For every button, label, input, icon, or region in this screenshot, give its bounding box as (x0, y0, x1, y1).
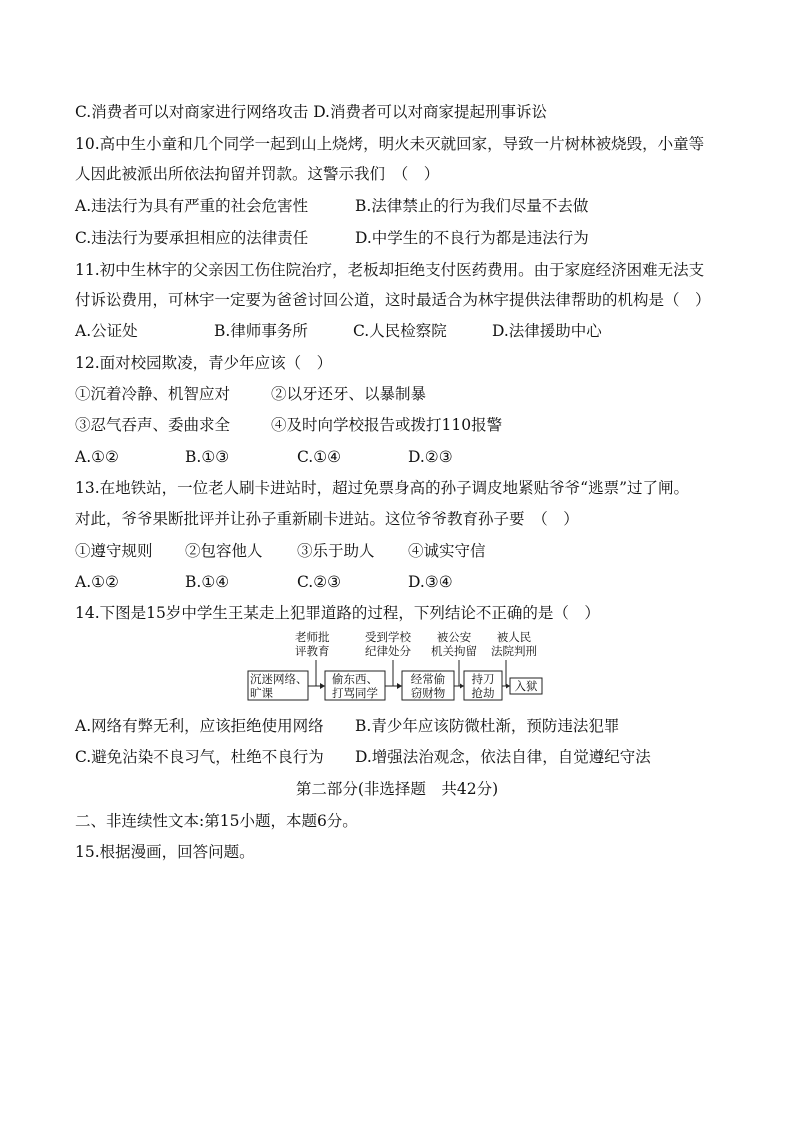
q11-stem-1: 11.初中生林宇的父亲因工伤住院治疗，老板却拒绝支付医药费用。由于家庭经济困难无法支 (75, 261, 705, 279)
option-a: A.网络有弊无利，应该拒绝使用网络 (75, 717, 324, 735)
item-4: ④及时向学校报告或拨打110报警 (271, 416, 503, 434)
option-c: C.人民检察院 (353, 322, 447, 340)
q10-stem-1: 10.高中生小童和几个同学一起到山上烧烤，明火未灭就回家，导致一片树林被烧毁，小童等 (75, 135, 705, 153)
label-line: 被人民 (496, 630, 532, 644)
item-3: ③忍气吞声、委曲求全 (75, 416, 231, 434)
box-line: 打骂同学 (332, 686, 378, 700)
box-line: 抢劫 (471, 686, 495, 700)
box-line: 沉迷网络、 (250, 672, 308, 686)
box-line: 旷课 (250, 686, 273, 700)
box-line: 持刀 (471, 672, 495, 686)
item-1: ①沉着冷静、机智应对 (75, 385, 231, 403)
q13-stem-2: 对此，爷爷果断批评并让孙子重新刷卡进站。这位爷爷教育孙子要 （ ） (75, 510, 579, 528)
option-d: D.法律援助中心 (492, 322, 602, 340)
label-court-sentence (491, 630, 537, 658)
box-prison: 入狱 (514, 679, 538, 693)
option-c: C.违法行为要承担相应的法律责任 (75, 229, 309, 247)
option-a: A.①② (75, 573, 119, 591)
option-a: A.违法行为具有严重的社会危害性 (75, 197, 309, 215)
q15-stem: 15.根据漫画，回答问题。 (75, 843, 255, 861)
option-b: B.①④ (185, 573, 230, 591)
option-c: C.①④ (297, 448, 342, 466)
q10-stem-2: 人因此被派出所依法拘留并罚款。这警示我们 （ ） (75, 165, 440, 183)
item-4: ④诚实守信 (408, 542, 486, 560)
q14-stem: 14.下图是15岁中学生王某走上犯罪道路的过程，下列结论不正确的是（ ） (75, 604, 600, 622)
label-line: 纪律处分 (365, 644, 411, 658)
option-c: C.消费者可以对商家进行网络攻击 (75, 103, 309, 121)
item-2: ②包容他人 (185, 542, 263, 560)
option-b: B.律师事务所 (214, 322, 308, 340)
section-two-heading: 二、非连续性文本:第15小题，本题6分。 (75, 812, 358, 830)
option-a: A.公证处 (75, 322, 138, 340)
box-line: 偷东西、 (332, 672, 378, 686)
option-d: D.③④ (408, 573, 453, 591)
option-a: A.①② (75, 448, 119, 466)
label-line: 法院判刑 (491, 644, 537, 658)
box-armed-robbery (465, 672, 501, 700)
box-internet-addiction (250, 672, 306, 700)
option-d: D.②③ (408, 448, 453, 466)
q13-stem-1: 13.在地铁站，一位老人刷卡进站时，超过免票身高的孙子调皮地紧贴爷爷“逃票”过了闸。 (75, 479, 690, 497)
label-line: 老师批 (295, 630, 330, 644)
label-police-detention (431, 630, 477, 658)
part-two-heading: 第二部分(非选择题 共42分) (295, 780, 499, 798)
item-3: ③乐于助人 (297, 542, 375, 560)
option-d: D.中学生的不良行为都是违法行为 (355, 229, 589, 247)
crime-path-flowchart (245, 630, 565, 704)
option-c: C.②③ (297, 573, 342, 591)
q9-options-cd (75, 102, 547, 122)
option-d: D.增强法治观念，依法自律，自觉遵纪守法 (355, 748, 651, 766)
option-d: D.消费者可以对商家提起刑事诉讼 (313, 103, 547, 121)
box-frequent-theft (403, 672, 453, 700)
option-c: C.避免沾染不良习气，杜绝不良行为 (75, 748, 324, 766)
option-b: B.①③ (185, 448, 230, 466)
label-line: 机关拘留 (431, 644, 477, 658)
box-line: 窃财物 (410, 686, 446, 700)
option-b: B.法律禁止的行为我们尽量不去做 (355, 197, 589, 215)
label-line: 受到学校 (365, 630, 411, 644)
q12-stem: 12.面对校园欺凌，青少年应该（ ） (75, 354, 333, 372)
q11-stem-2: 付诉讼费用，可林宇一定要为爸爸讨回公道，这时最适合为林宇提供法律帮助的机构是（ ） (75, 291, 711, 309)
option-b: B.青少年应该防微杜渐，预防违法犯罪 (355, 717, 620, 735)
item-1: ①遵守规则 (75, 542, 153, 560)
label-line: 被公安 (436, 630, 472, 644)
label-school-discipline (365, 630, 411, 658)
label-line: 评教育 (295, 644, 330, 658)
item-2: ②以牙还牙、以暴制暴 (271, 385, 427, 403)
box-line: 经常偷 (410, 672, 446, 686)
box-stealing-fighting (327, 672, 383, 700)
label-teacher-criticism (295, 630, 330, 658)
